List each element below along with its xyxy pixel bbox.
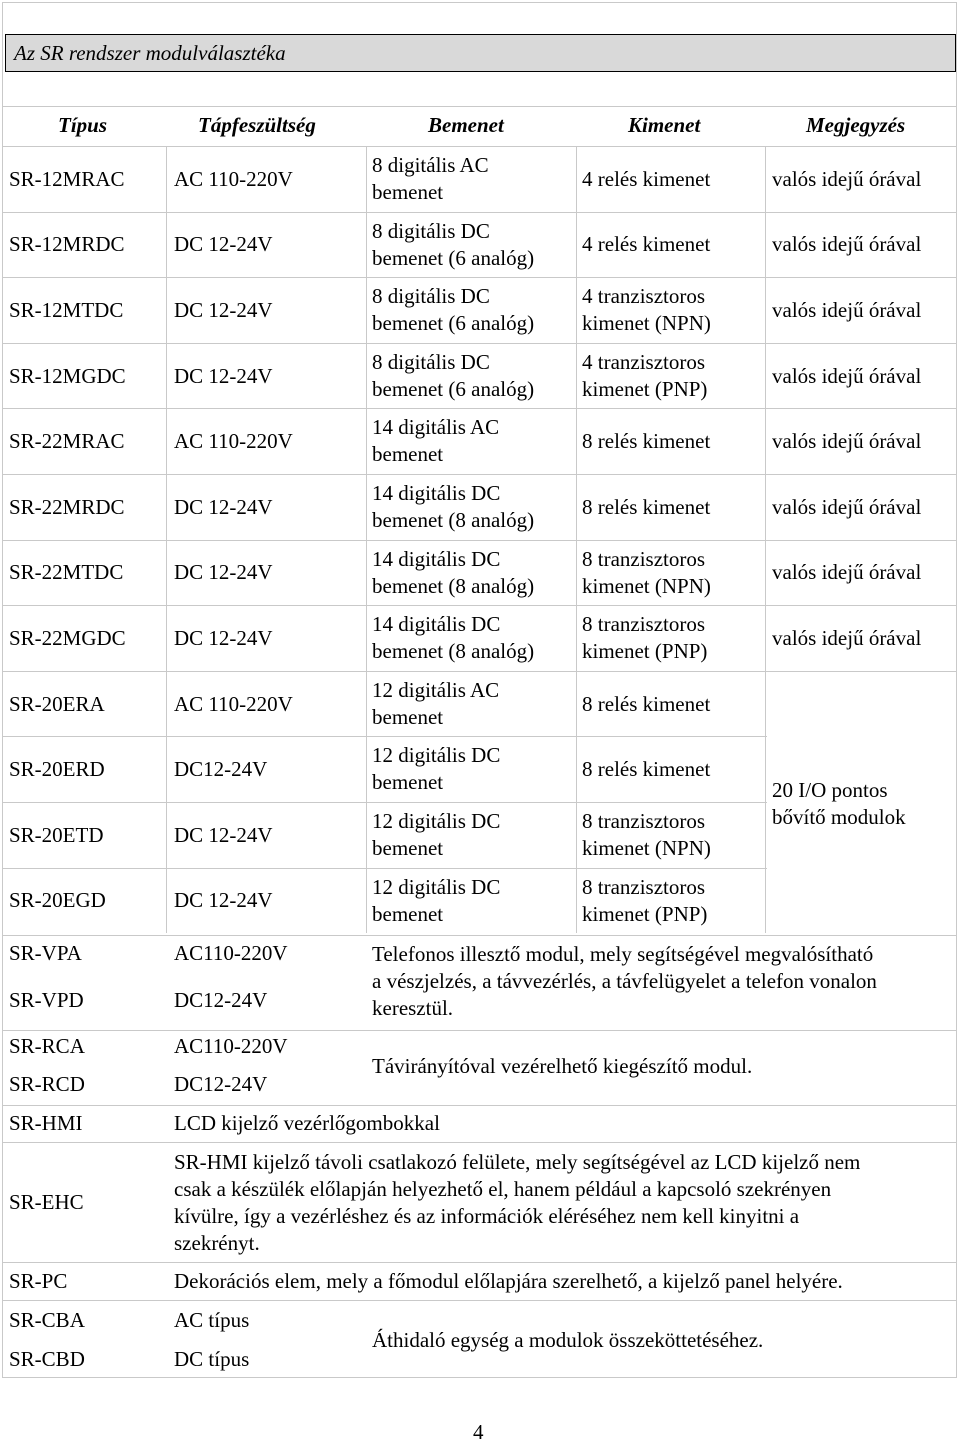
row-input-line: 8 digitális DC — [372, 349, 490, 374]
row-separator — [2, 802, 767, 803]
column-divider — [576, 146, 577, 933]
row-input-line: 14 digitális AC — [372, 415, 500, 440]
ehc-desc-line4: szekrényt. — [174, 1231, 260, 1255]
row-note: valós idejű órával — [772, 232, 922, 257]
row-supply: DC 12-24V — [174, 363, 273, 388]
row-output-line: kimenet (PNP) — [582, 639, 708, 664]
rca-supply: AC110-220V — [174, 1034, 288, 1058]
row-supply: DC 12-24V — [174, 298, 273, 322]
row-input-line: bemenet (8 analóg) — [372, 573, 535, 598]
row-input-line: bemenet — [372, 442, 444, 467]
column-divider — [166, 146, 167, 933]
row-type: SR-20ERD — [9, 757, 105, 782]
row-type: SR-22MTDC — [9, 560, 124, 585]
page-number: 4 — [473, 1420, 484, 1444]
rcd-supply: DC12-24V — [174, 1072, 268, 1096]
sep-rc — [2, 1030, 957, 1031]
row-note: valós idejű órával — [772, 560, 922, 585]
header-supply: Tápfeszültség — [198, 113, 316, 137]
row-input-line: 14 digitális DC — [372, 612, 501, 637]
header-note: Megjegyzés — [806, 113, 906, 137]
row-input-line: 12 digitális DC — [372, 809, 501, 833]
row-note: valós idejű órával — [772, 494, 922, 519]
row-output-line: 8 relés kimenet — [582, 429, 711, 454]
frame-bottom — [2, 1377, 957, 1378]
row-output-line: 4 relés kimenet — [582, 232, 711, 257]
row-input-line: bemenet (6 analóg) — [372, 376, 535, 401]
row-output-line: kimenet (PNP) — [582, 376, 708, 401]
row-supply: DC 12-24V — [174, 560, 273, 585]
row-separator — [2, 671, 957, 672]
vpa-type: SR-VPA — [9, 941, 82, 965]
ehc-type: SR-EHC — [9, 1190, 84, 1214]
row-input-line: 14 digitális DC — [372, 546, 501, 571]
row-note: valós idejű órával — [772, 363, 922, 388]
phone-desc-line1: Telefonos illesztő modul, mely segítségével megvalósítható — [372, 942, 874, 966]
row-output-line: 4 relés kimenet — [582, 166, 711, 191]
row-input-line: 12 digitális AC — [372, 677, 500, 702]
row-output-line: 8 tranzisztoros — [582, 809, 706, 833]
expansion-note-line2: bővítő modulok — [772, 805, 906, 829]
row-input-line: bemenet — [372, 770, 444, 795]
row-input-line: bemenet — [372, 180, 444, 204]
cbd-type: SR-CBD — [9, 1347, 85, 1371]
row-supply: DC 12-24V — [174, 822, 273, 847]
row-type: SR-20ETD — [9, 822, 104, 847]
row-type: SR-12MGDC — [9, 363, 126, 388]
row-type: SR-20EGD — [9, 888, 106, 913]
row-output-line: 4 tranzisztoros — [582, 284, 706, 309]
row-type: SR-12MTDC — [9, 298, 124, 322]
vpd-supply: DC12-24V — [174, 988, 268, 1012]
pc-desc: Dekorációs elem, mely a főmodul előlapjára szerelhető, a kijelző panel helyére. — [174, 1269, 843, 1293]
column-divider — [765, 146, 766, 933]
phone-desc-line3: keresztül. — [372, 996, 454, 1020]
row-output-line: 8 relés kimenet — [582, 494, 711, 519]
header-input: Bemenet — [428, 113, 504, 137]
sep-pc — [2, 1262, 957, 1263]
row-type: SR-22MRDC — [9, 494, 125, 519]
row-supply: AC 110-220V — [174, 166, 293, 191]
expansion-note-line1: 20 I/O pontos — [772, 778, 888, 802]
row-note: valós idejű órával — [772, 166, 922, 191]
row-input-line: bemenet (8 analóg) — [372, 508, 535, 532]
row-type: SR-12MRAC — [9, 166, 125, 191]
phone-desc-line2: a vészjelzés, a távvezérlés, a távfelügyelet a telefon vonalon — [372, 969, 877, 993]
row-input-line: 12 digitális DC — [372, 743, 501, 768]
row-input-line: 8 digitális DC — [372, 284, 490, 309]
sep-vp — [2, 935, 957, 936]
row-input-line: bemenet — [372, 901, 444, 926]
pc-type: SR-PC — [9, 1269, 68, 1293]
row-output-line: 4 tranzisztoros — [582, 349, 706, 374]
bridge-desc: Áthidaló egység a modulok összeköttetéséhez. — [372, 1328, 764, 1352]
row-input-line: 14 digitális DC — [372, 481, 501, 505]
row-separator — [2, 540, 957, 541]
cbd-supply: DC típus — [174, 1347, 250, 1371]
row-separator — [2, 474, 957, 475]
row-supply: DC 12-24V — [174, 232, 273, 257]
row-supply: DC 12-24V — [174, 888, 273, 913]
row-note: valós idejű órával — [772, 298, 922, 322]
column-divider — [366, 146, 367, 933]
frame-left — [2, 2, 3, 1378]
row-separator — [2, 736, 767, 737]
row-type: SR-12MRDC — [9, 232, 125, 257]
row-supply: AC 110-220V — [174, 691, 293, 716]
vpd-type: SR-VPD — [9, 988, 84, 1012]
remote-desc: Távirányítóval vezérelhető kiegészítő modul. — [372, 1054, 753, 1078]
row-separator — [2, 605, 957, 606]
header-separator — [2, 146, 957, 147]
cba-supply: AC típus — [174, 1308, 250, 1332]
row-input-line: 8 digitális AC — [372, 153, 489, 177]
row-separator — [2, 408, 957, 409]
row-input-line: 12 digitális DC — [372, 874, 501, 899]
row-type: SR-20ERA — [9, 691, 105, 716]
row-output-line: kimenet (NPN) — [582, 573, 711, 598]
rcd-type: SR-RCD — [9, 1072, 85, 1096]
row-input-line: 8 digitális DC — [372, 218, 490, 243]
row-output-line: kimenet (NPN) — [582, 836, 711, 860]
row-type: SR-22MGDC — [9, 626, 126, 650]
row-output-line: kimenet (PNP) — [582, 901, 708, 926]
row-separator — [2, 212, 957, 213]
ehc-desc-line2: csak a készülék előlapján helyezhető el, hanem például a kapcsoló szekrényen — [174, 1177, 832, 1201]
row-separator — [2, 343, 957, 344]
frame-title-sep — [2, 106, 957, 107]
row-output-line: 8 tranzisztoros — [582, 546, 706, 571]
row-separator — [2, 277, 957, 278]
frame-top — [2, 2, 957, 3]
header-output: Kimenet — [628, 113, 701, 137]
hmi-type: SR-HMI — [9, 1111, 83, 1135]
row-supply: DC12-24V — [174, 757, 268, 782]
row-output-line: 8 tranzisztoros — [582, 612, 706, 637]
row-output-line: kimenet (NPN) — [582, 311, 711, 336]
row-input-line: bemenet (6 analóg) — [372, 311, 535, 336]
sep-cb — [2, 1300, 957, 1301]
row-supply: AC 110-220V — [174, 429, 293, 454]
sep-hmi — [2, 1105, 957, 1106]
row-input-line: bemenet (6 analóg) — [372, 245, 535, 270]
document-title: Az SR rendszer modulválasztéka — [14, 41, 286, 65]
sep-ehc — [2, 1142, 957, 1143]
hmi-desc: LCD kijelző vezérlőgombokkal — [174, 1111, 440, 1135]
document-title-bar — [5, 34, 956, 72]
row-note: valós idejű órával — [772, 429, 922, 454]
row-supply: DC 12-24V — [174, 494, 273, 519]
frame-right — [956, 2, 957, 1378]
rca-type: SR-RCA — [9, 1034, 85, 1058]
row-output-line: 8 tranzisztoros — [582, 874, 706, 899]
ehc-desc-line1: SR-HMI kijelző távoli csatlakozó felülete, mely segítségével az LCD kijelző nem — [174, 1150, 861, 1174]
cba-type: SR-CBA — [9, 1308, 85, 1332]
row-input-line: bemenet — [372, 836, 444, 860]
row-output-line: 8 relés kimenet — [582, 691, 711, 716]
header-type: Típus — [58, 113, 108, 137]
row-supply: DC 12-24V — [174, 626, 273, 650]
row-input-line: bemenet (8 analóg) — [372, 639, 535, 664]
row-note: valós idejű órával — [772, 626, 922, 650]
ehc-desc-line3: kívülre, így a vezérléshez és az információk eléréséhez nem kell kinyitni a — [174, 1204, 800, 1228]
row-type: SR-22MRAC — [9, 429, 125, 454]
row-input-line: bemenet — [372, 704, 444, 729]
row-output-line: 8 relés kimenet — [582, 757, 711, 782]
row-separator — [2, 868, 767, 869]
vpa-supply: AC110-220V — [174, 941, 288, 965]
